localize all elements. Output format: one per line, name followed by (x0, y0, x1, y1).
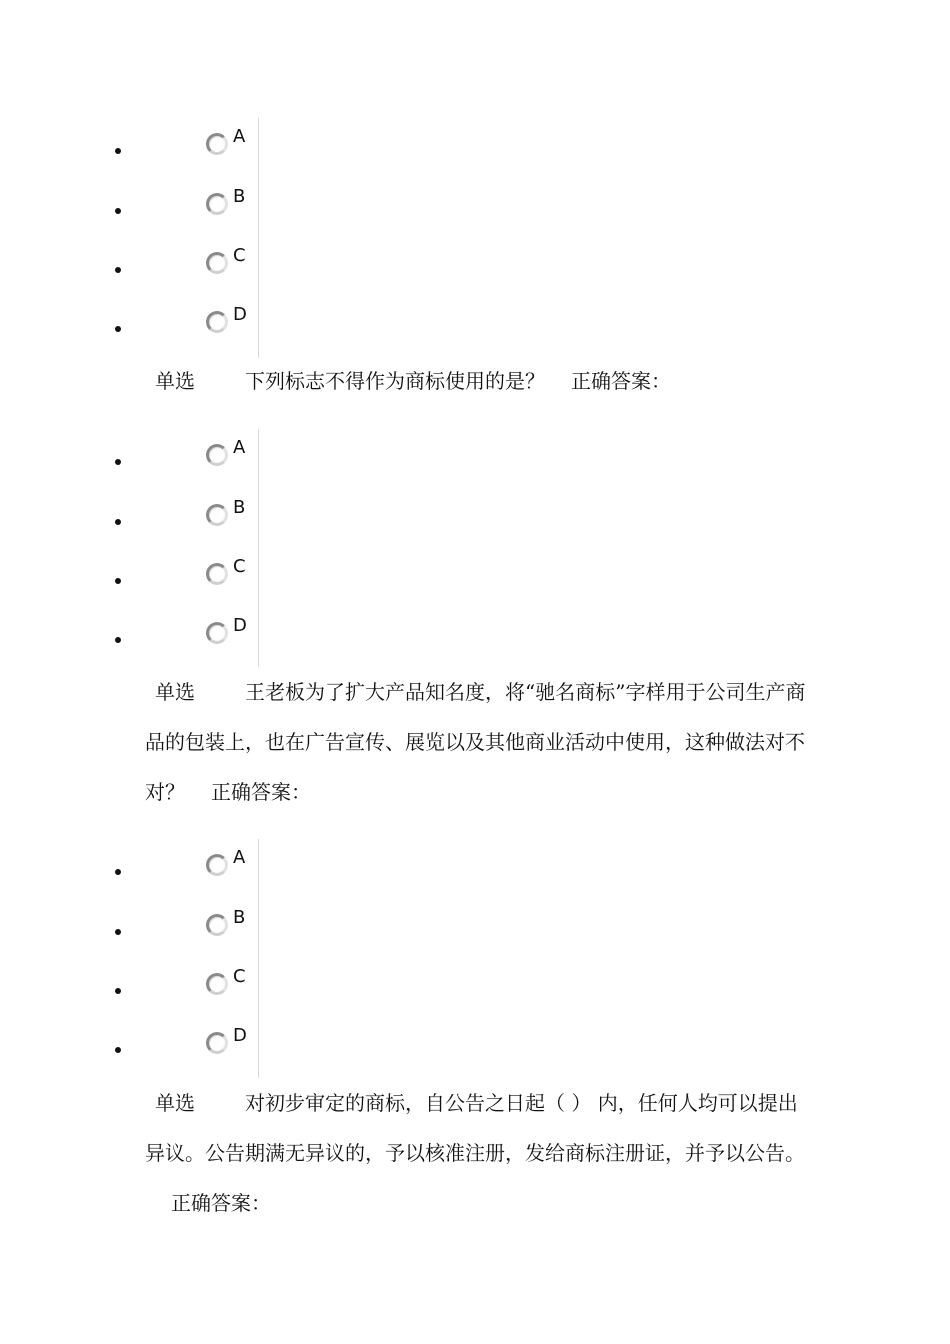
bullet-icon (115, 1047, 121, 1053)
option-b[interactable] (0, 907, 300, 961)
option-d[interactable] (0, 1025, 300, 1079)
option-label: B (233, 186, 246, 207)
option-label: A (233, 126, 246, 147)
question-2 (145, 667, 810, 817)
bullet-icon (115, 519, 121, 525)
question-text: 下列标志不得作为商标使用的是？ (245, 369, 545, 393)
bullet-icon (115, 637, 121, 643)
option-label: A (233, 437, 246, 458)
option-b[interactable] (0, 497, 300, 551)
bullet-icon (115, 929, 121, 935)
question-text: 对初步审定的商标，自公告之日起（ ） 内，任何人均可以提出异议。公告期满无异议的，予以核准注册，发给商标注册证，并予以公告。 (145, 1091, 805, 1165)
option-label: D (233, 1025, 247, 1046)
question-type: 单选 (155, 680, 195, 704)
option-label: C (233, 966, 246, 987)
option-label: D (233, 304, 247, 325)
radio-icon[interactable] (206, 1032, 228, 1054)
option-c[interactable] (0, 245, 300, 299)
answer-label: 正确答案： (171, 1191, 271, 1215)
option-c[interactable] (0, 556, 300, 610)
option-label: C (233, 556, 246, 577)
radio-icon[interactable] (206, 914, 228, 936)
radio-icon[interactable] (206, 444, 228, 466)
radio-icon[interactable] (206, 193, 228, 215)
bullet-icon (115, 267, 121, 273)
radio-icon[interactable] (206, 311, 228, 333)
radio-icon[interactable] (206, 854, 228, 876)
bullet-icon (115, 148, 121, 154)
option-d[interactable] (0, 304, 300, 358)
option-a[interactable] (0, 126, 300, 180)
question-type: 单选 (155, 1091, 195, 1115)
radio-icon[interactable] (206, 622, 228, 644)
question-type: 单选 (155, 369, 195, 393)
bullet-icon (115, 869, 121, 875)
option-a[interactable] (0, 437, 300, 491)
option-c[interactable] (0, 966, 300, 1020)
option-label: D (233, 615, 247, 636)
bullet-icon (115, 459, 121, 465)
option-b[interactable] (0, 186, 300, 240)
question-1 (145, 356, 810, 406)
option-label: C (233, 245, 246, 266)
bullet-icon (115, 578, 121, 584)
bullet-icon (115, 326, 121, 332)
answer-label: 正确答案： (211, 780, 311, 804)
option-label: B (233, 907, 246, 928)
radio-icon[interactable] (206, 252, 228, 274)
bullet-icon (115, 988, 121, 994)
answer-label: 正确答案： (571, 369, 671, 393)
radio-icon[interactable] (206, 133, 228, 155)
option-label: A (233, 847, 246, 868)
radio-icon[interactable] (206, 563, 228, 585)
bullet-icon (115, 208, 121, 214)
question-3 (145, 1078, 810, 1228)
option-d[interactable] (0, 615, 300, 669)
radio-icon[interactable] (206, 504, 228, 526)
question-text: 王老板为了扩大产品知名度，将“驰名商标”字样用于公司生产商品的包装上，也在广告宣传、展览以及其他商业活动中使用，这种做法对不对？ (145, 680, 806, 804)
radio-icon[interactable] (206, 973, 228, 995)
option-a[interactable] (0, 847, 300, 901)
option-label: B (233, 497, 246, 518)
